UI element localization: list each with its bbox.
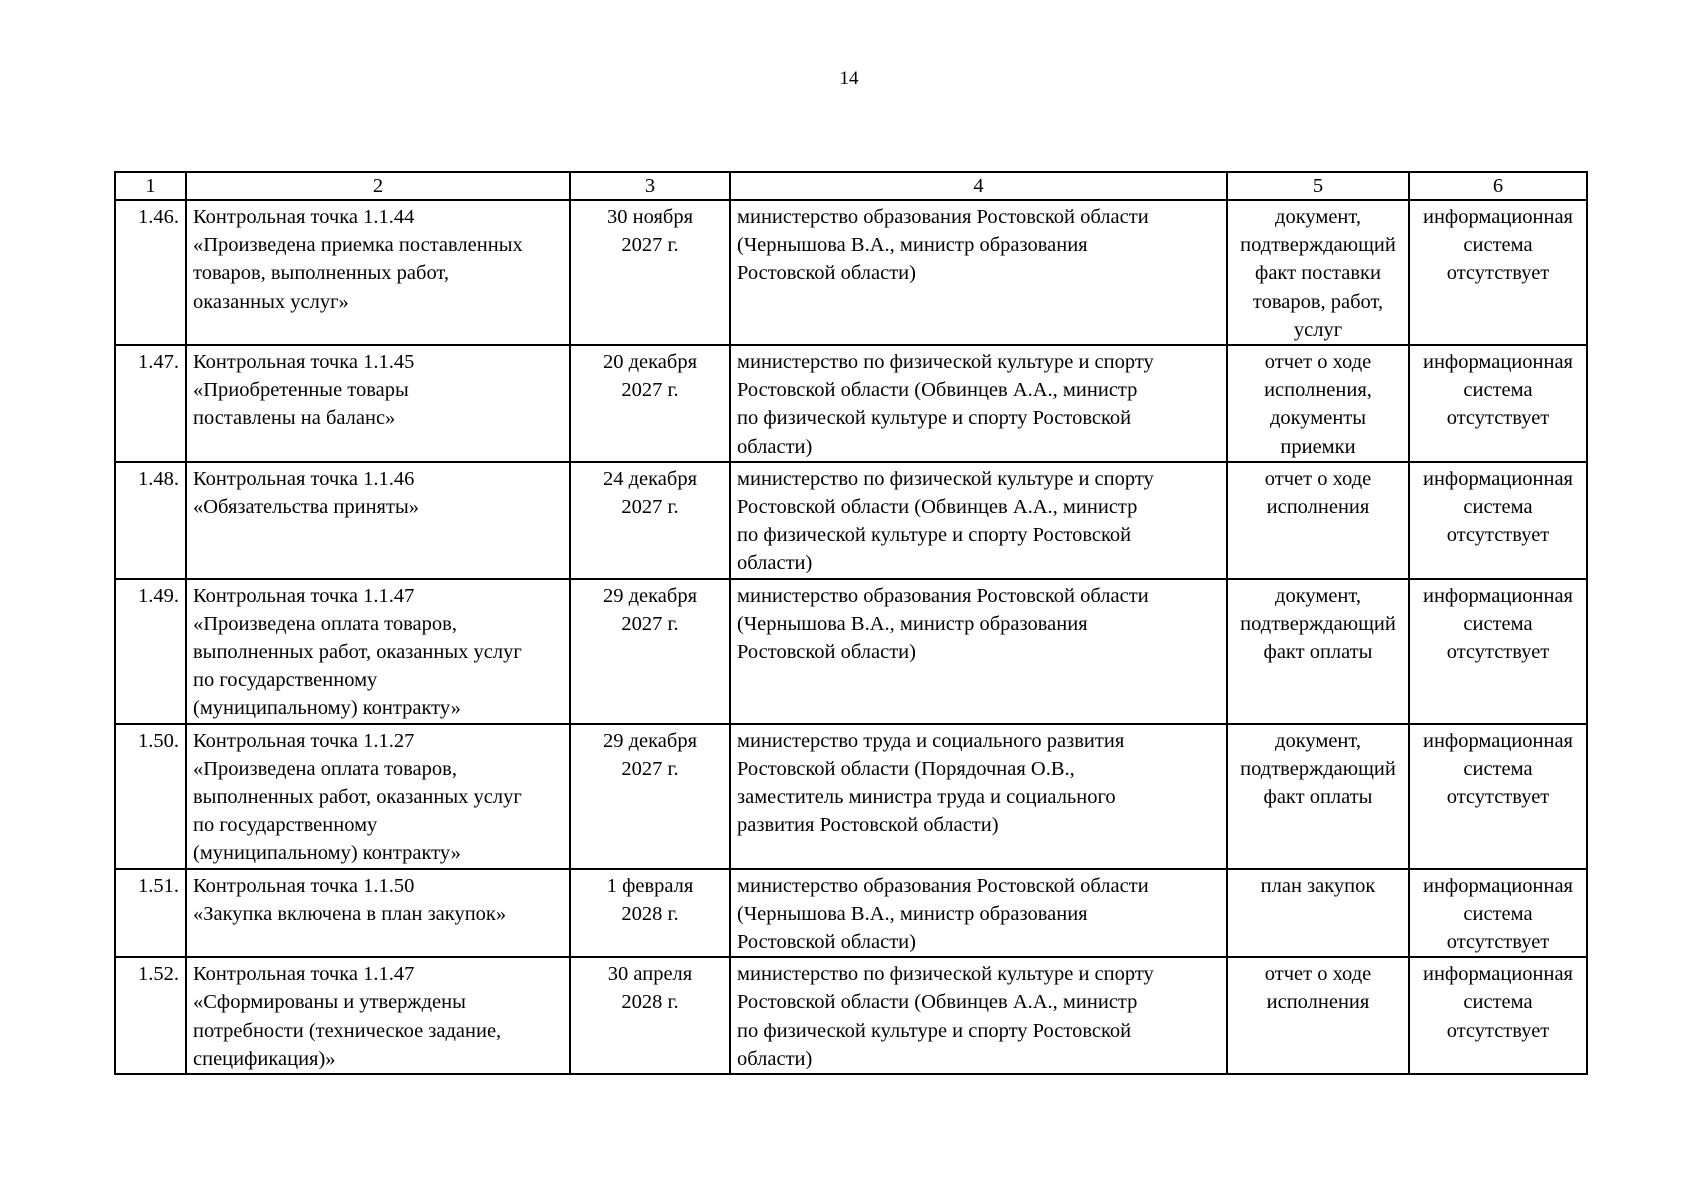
table-row xyxy=(115,869,1587,958)
deadline-cell: 29 декабря 2027 г. xyxy=(570,579,730,724)
deadline-cell: 20 декабря 2027 г. xyxy=(570,345,730,462)
control-point-cell: Контрольная точка 1.1.44 «Произведена приемка поставленных товаров, выполненных работ, оказанных услуг» xyxy=(186,200,570,345)
confirming-document-cell: документ, подтверждающий факт оплаты xyxy=(1227,724,1409,869)
information-system-cell: информационная система отсутствует xyxy=(1409,200,1587,345)
row-number-cell: 1.50. xyxy=(115,724,186,869)
confirming-document-cell: документ, подтверждающий факт поставки товаров, работ, услуг xyxy=(1227,200,1409,345)
header-cell-5: 5 xyxy=(1227,172,1409,200)
information-system-cell: информационная система отсутствует xyxy=(1409,869,1587,958)
row-number-cell: 1.52. xyxy=(115,957,186,1074)
deadline-cell: 24 декабря 2027 г. xyxy=(570,462,730,579)
control-point-cell: Контрольная точка 1.1.27 «Произведена оплата товаров, выполненных работ, оказанных услуг по государственному (муниципальному) контракту» xyxy=(186,724,570,869)
row-number-cell: 1.48. xyxy=(115,462,186,579)
responsible-executor-cell: министерство труда и социального развития Ростовской области (Порядочная О.В., заместитель министра труда и социального развития Ростовской области) xyxy=(730,724,1227,869)
information-system-cell: информационная система отсутствует xyxy=(1409,579,1587,724)
header-cell-6: 6 xyxy=(1409,172,1587,200)
table-body xyxy=(115,172,1587,1074)
responsible-executor-cell: министерство образования Ростовской области (Чернышова В.А., министр образования Ростовской области) xyxy=(730,869,1227,958)
information-system-cell: информационная система отсутствует xyxy=(1409,724,1587,869)
deadline-cell: 29 декабря 2027 г. xyxy=(570,724,730,869)
information-system-cell: информационная система отсутствует xyxy=(1409,462,1587,579)
confirming-document-cell: план закупок xyxy=(1227,869,1409,958)
confirming-document-cell: отчет о ходе исполнения, документы приемки xyxy=(1227,345,1409,462)
deadline-cell: 1 февраля 2028 г. xyxy=(570,869,730,958)
header-cell-4: 4 xyxy=(730,172,1227,200)
header-cell-2: 2 xyxy=(186,172,570,200)
row-number-cell: 1.51. xyxy=(115,869,186,958)
confirming-document-cell: документ, подтверждающий факт оплаты xyxy=(1227,579,1409,724)
responsible-executor-cell: министерство по физической культуре и спорту Ростовской области (Обвинцев А.А., министр по физической культуре и спорту Ростовской области) xyxy=(730,462,1227,579)
information-system-cell: информационная система отсутствует xyxy=(1409,957,1587,1074)
deadline-cell: 30 ноября 2027 г. xyxy=(570,200,730,345)
row-number-cell: 1.49. xyxy=(115,579,186,724)
header-cell-3: 3 xyxy=(570,172,730,200)
control-point-cell: Контрольная точка 1.1.50 «Закупка включена в план закупок» xyxy=(186,869,570,958)
table-row xyxy=(115,345,1587,462)
responsible-executor-cell: министерство образования Ростовской области (Чернышова В.А., министр образования Ростовской области) xyxy=(730,579,1227,724)
deadline-cell: 30 апреля 2028 г. xyxy=(570,957,730,1074)
page-number: 14 xyxy=(839,68,859,89)
row-number-cell: 1.47. xyxy=(115,345,186,462)
control-points-table xyxy=(114,171,1588,1075)
table-row xyxy=(115,724,1587,869)
row-number-cell: 1.46. xyxy=(115,200,186,345)
control-point-cell: Контрольная точка 1.1.47 «Произведена оплата товаров, выполненных работ, оказанных услуг по государственному (муниципальному) контракту» xyxy=(186,579,570,724)
confirming-document-cell: отчет о ходе исполнения xyxy=(1227,957,1409,1074)
table-row xyxy=(115,579,1587,724)
table-row xyxy=(115,462,1587,579)
table-row xyxy=(115,957,1587,1074)
header-cell-1: 1 xyxy=(115,172,186,200)
table-row xyxy=(115,200,1587,345)
confirming-document-cell: отчет о ходе исполнения xyxy=(1227,462,1409,579)
control-point-cell: Контрольная точка 1.1.46 «Обязательства приняты» xyxy=(186,462,570,579)
control-point-cell: Контрольная точка 1.1.47 «Сформированы и утверждены потребности (техническое задание, спецификация)» xyxy=(186,957,570,1074)
responsible-executor-cell: министерство образования Ростовской области (Чернышова В.А., министр образования Ростовской области) xyxy=(730,200,1227,345)
information-system-cell: информационная система отсутствует xyxy=(1409,345,1587,462)
table-header-row xyxy=(115,172,1587,200)
responsible-executor-cell: министерство по физической культуре и спорту Ростовской области (Обвинцев А.А., министр по физической культуре и спорту Ростовской области) xyxy=(730,345,1227,462)
responsible-executor-cell: министерство по физической культуре и спорту Ростовской области (Обвинцев А.А., министр по физической культуре и спорту Ростовской области) xyxy=(730,957,1227,1074)
control-point-cell: Контрольная точка 1.1.45 «Приобретенные товары поставлены на баланс» xyxy=(186,345,570,462)
